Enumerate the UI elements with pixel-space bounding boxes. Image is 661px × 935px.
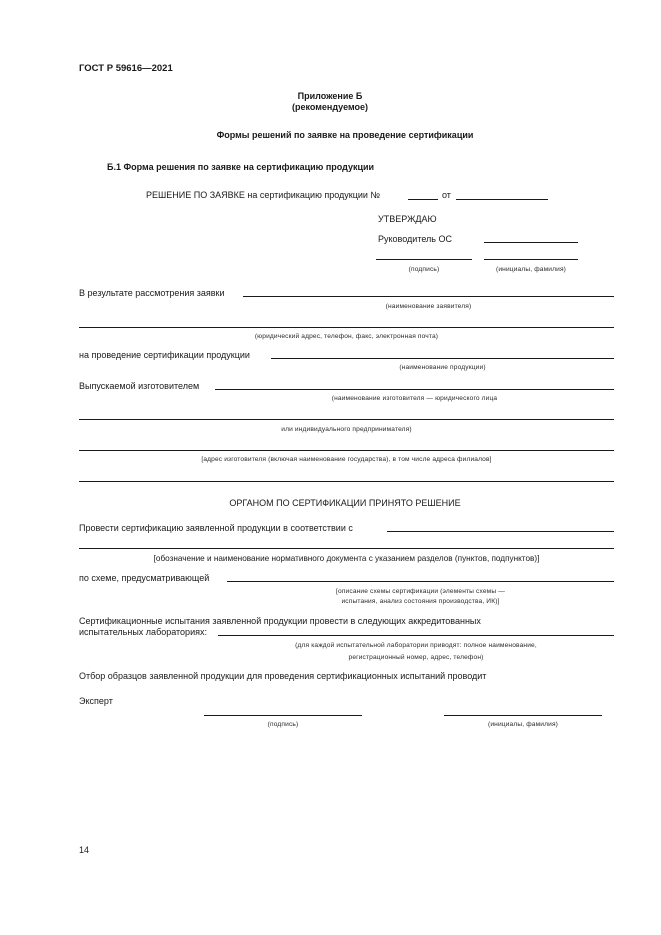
approve-name-caption: (инициалы, фамилия) (495, 266, 567, 273)
appendix-note: (рекомендуемое) (292, 102, 368, 112)
decision-title: РЕШЕНИЕ ПО ЗАЯВКЕ на сертификацию продукции № (146, 190, 381, 200)
decision-number-field[interactable] (408, 199, 438, 200)
scheme-label: по схеме, предусматривающей (79, 573, 210, 583)
appendix-title: Приложение Б (297, 91, 363, 101)
product-label: на проведение сертификации продукции (79, 350, 250, 360)
decision-date-field[interactable] (456, 199, 548, 200)
approve-name-field[interactable] (484, 259, 578, 260)
manufacturer-caption-3: [адрес изготовителя (включая наименование государства), в том числе адреса филиалов] (201, 456, 492, 463)
body-decision-heading: ОРГАНОМ ПО СЕРТИФИКАЦИИ ПРИНЯТО РЕШЕНИЕ (229, 498, 461, 508)
certify-document-field-2[interactable] (79, 548, 614, 549)
manufacturer-name-field-2[interactable] (79, 419, 614, 420)
approve-head-label: Руководитель ОС (378, 234, 452, 244)
manufacturer-address-field[interactable] (79, 450, 614, 451)
product-caption: (наименование продукции) (399, 364, 486, 371)
approve-head-field[interactable] (484, 242, 578, 243)
product-name-field[interactable] (271, 358, 614, 359)
standard-number: ГОСТ Р 59616—2021 (79, 63, 173, 74)
tests-text-line-1: Сертификационные испытания заявленной продукции провести в следующих аккредитованных (79, 616, 481, 626)
tests-caption-1: (для каждой испытательной лаборатории приводят: полное наименование, (295, 642, 537, 649)
expert-label: Эксперт (79, 696, 113, 706)
manufacturer-caption-1: (наименование изготовителя — юридического лица (331, 395, 498, 402)
applicant-caption: (наименование заявителя) (385, 303, 472, 310)
expert-signature-field[interactable] (204, 715, 362, 716)
approve-signature-field[interactable] (376, 259, 472, 260)
tests-caption-2: регистрационный номер, адрес, телефон) (348, 654, 484, 661)
manufacturer-address-field-2[interactable] (79, 481, 614, 482)
certify-label: Провести сертификацию заявленной продукции в соответствии с (79, 523, 353, 533)
page-number: 14 (79, 845, 90, 855)
sampling-text: Отбор образцов заявленной продукции для проведения сертификационных испытаний проводит (79, 671, 487, 681)
approve-label: УТВЕРЖДАЮ (378, 214, 437, 224)
tests-text-line-2: испытательных лабораториях: (79, 627, 207, 637)
manufacturer-label: Выпускаемой изготовителем (79, 381, 200, 391)
expert-signature-caption: (подпись) (267, 721, 299, 728)
applicant-address-caption: (юридический адрес, телефон, факс, электронная почта) (254, 333, 439, 340)
approve-signature-caption: (подпись) (408, 266, 440, 273)
applicant-name-field[interactable] (243, 296, 614, 297)
expert-name-field[interactable] (444, 715, 602, 716)
scheme-caption-1: [описание схемы сертификации (элементы схемы — (336, 588, 505, 595)
scheme-field[interactable] (227, 581, 614, 582)
expert-name-caption: (инициалы, фамилия) (487, 721, 559, 728)
applicant-address-field[interactable] (79, 327, 614, 328)
decision-from-label: от (442, 190, 451, 200)
manufacturer-name-field[interactable] (215, 389, 614, 390)
scheme-caption-2: испытания, анализ состояния производства, ИК)] (341, 598, 500, 605)
subsection-title: Б.1 Форма решения по заявке на сертификацию продукции (107, 162, 375, 172)
section-title: Формы решений по заявке на проведение сертификации (216, 130, 474, 140)
manufacturer-caption-2: или индивидуального предпринимателя) (281, 426, 412, 433)
tests-laboratories-field[interactable] (218, 635, 614, 636)
certify-caption: [обозначение и наименование нормативного документа с указанием разделов (пунктов, подпунктов)] (153, 554, 540, 563)
certify-document-field[interactable] (387, 531, 614, 532)
review-label: В результате рассмотрения заявки (79, 288, 225, 298)
